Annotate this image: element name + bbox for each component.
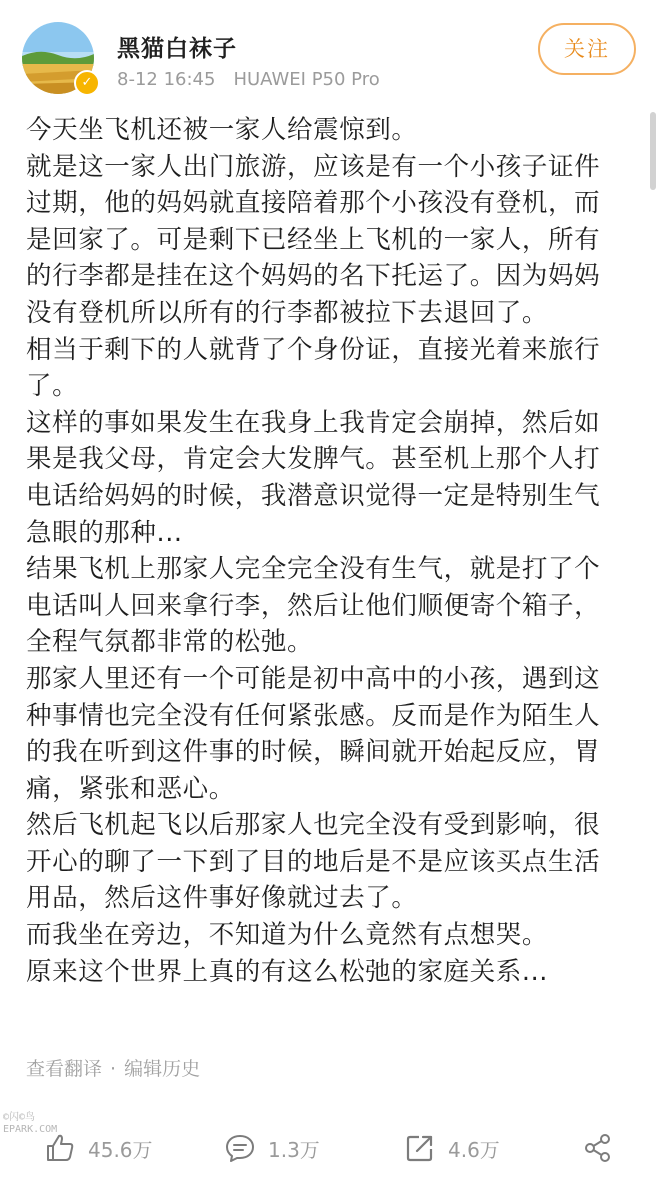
post-text-line: 相当于剩下的人就背了个身份证，直接光着来旅行	[26, 334, 601, 365]
share-button[interactable]	[582, 1128, 614, 1168]
repost-icon	[404, 1132, 436, 1164]
post-text-line: 的行李都是挂在这个妈妈的名下托运了。因为妈妈	[26, 261, 601, 292]
share-icon	[582, 1132, 614, 1164]
post-header	[0, 0, 660, 110]
separator-dot: ·	[110, 1058, 117, 1080]
post-text-line: 今天坐飞机还被一家人给震惊到。	[26, 115, 418, 145]
follow-button[interactable]: 关注	[538, 23, 636, 75]
post-meta	[117, 69, 380, 90]
view-translation-link[interactable]: 查看翻译	[26, 1058, 103, 1080]
comment-count: 1.3万	[268, 1137, 320, 1162]
post-device: HUAWEI P50 Pro	[233, 69, 380, 90]
edit-history-link[interactable]: 编辑历史	[124, 1058, 201, 1080]
post-text-line: 没有登机所以所有的行李都被拉下去退回了。	[26, 297, 549, 328]
username[interactable]: 黑猫白袜子	[117, 36, 237, 62]
post-text-line: 过期，他的妈妈就直接陪着那个小孩没有登机，而	[26, 188, 601, 219]
post-text-line: 用品，然后这件事好像就过去了。	[26, 883, 418, 914]
post-text-line: 痛，紧张和恶心。	[26, 773, 235, 804]
like-icon	[44, 1132, 76, 1164]
scrollbar[interactable]	[650, 112, 656, 190]
post-text-line: 电话叫人回来拿行李，然后让他们顺便寄个箱子，	[26, 590, 601, 621]
post-text-line: 原来这个世界上真的有这么松弛的家庭关系...	[26, 956, 549, 987]
repost-count: 4.6万	[448, 1137, 500, 1162]
engagement-bar	[0, 1120, 660, 1181]
post-text-line: 果是我父母，肯定会大发脾气。甚至机上那个人打	[26, 444, 601, 475]
post-text-line: 全程气氛都非常的松弛。	[26, 627, 314, 658]
post-time: 8-12 16:45	[117, 69, 216, 90]
post-text-line: 结果飞机上那家人完全完全没有生气，就是打了个	[26, 554, 601, 585]
post-text-line: 了。	[26, 371, 79, 402]
watermark-domain-text: EPARK.COM	[3, 1124, 58, 1135]
like-count: 45.6万	[88, 1137, 153, 1162]
post-text-line: 急眼的那种...	[26, 517, 183, 548]
post-text-line: 种事情也完全没有任何紧张感。反而是作为陌生人	[26, 700, 601, 731]
comment-button[interactable]	[224, 1128, 320, 1168]
like-button[interactable]	[44, 1128, 153, 1168]
post-text-line: 的我在听到这件事的时候，瞬间就开始起反应，胃	[26, 737, 601, 768]
comment-icon	[224, 1132, 256, 1164]
verified-icon: ✓	[74, 70, 100, 96]
post-text-line: 而我坐在旁边，不知道为什么竟然有点想哭。	[26, 920, 549, 951]
watermark-logo-text: ©闪©鸟	[3, 1112, 36, 1123]
post-text-line: 那家人里还有一个可能是初中高中的小孩，遇到这	[26, 663, 601, 694]
post-text-line: 是回家了。可是剩下已经坐上飞机的一家人，所有	[26, 224, 601, 255]
repost-button[interactable]	[404, 1128, 500, 1168]
post-body	[26, 112, 638, 990]
post-text-line: 电话给妈妈的时候，我潜意识觉得一定是特别生气	[26, 480, 601, 511]
post-text-line: 这样的事如果发生在我身上我肯定会崩掉，然后如	[26, 407, 601, 438]
post-actions	[26, 1054, 200, 1081]
post-text-line: 然后飞机起飞以后那家人也完全没有受到影响，很	[26, 810, 601, 841]
post-text-line: 开心的聊了一下到了目的地后是不是应该买点生活	[26, 846, 601, 877]
post-text-line: 就是这一家人出门旅游，应该是有一个小孩子证件	[26, 151, 601, 182]
